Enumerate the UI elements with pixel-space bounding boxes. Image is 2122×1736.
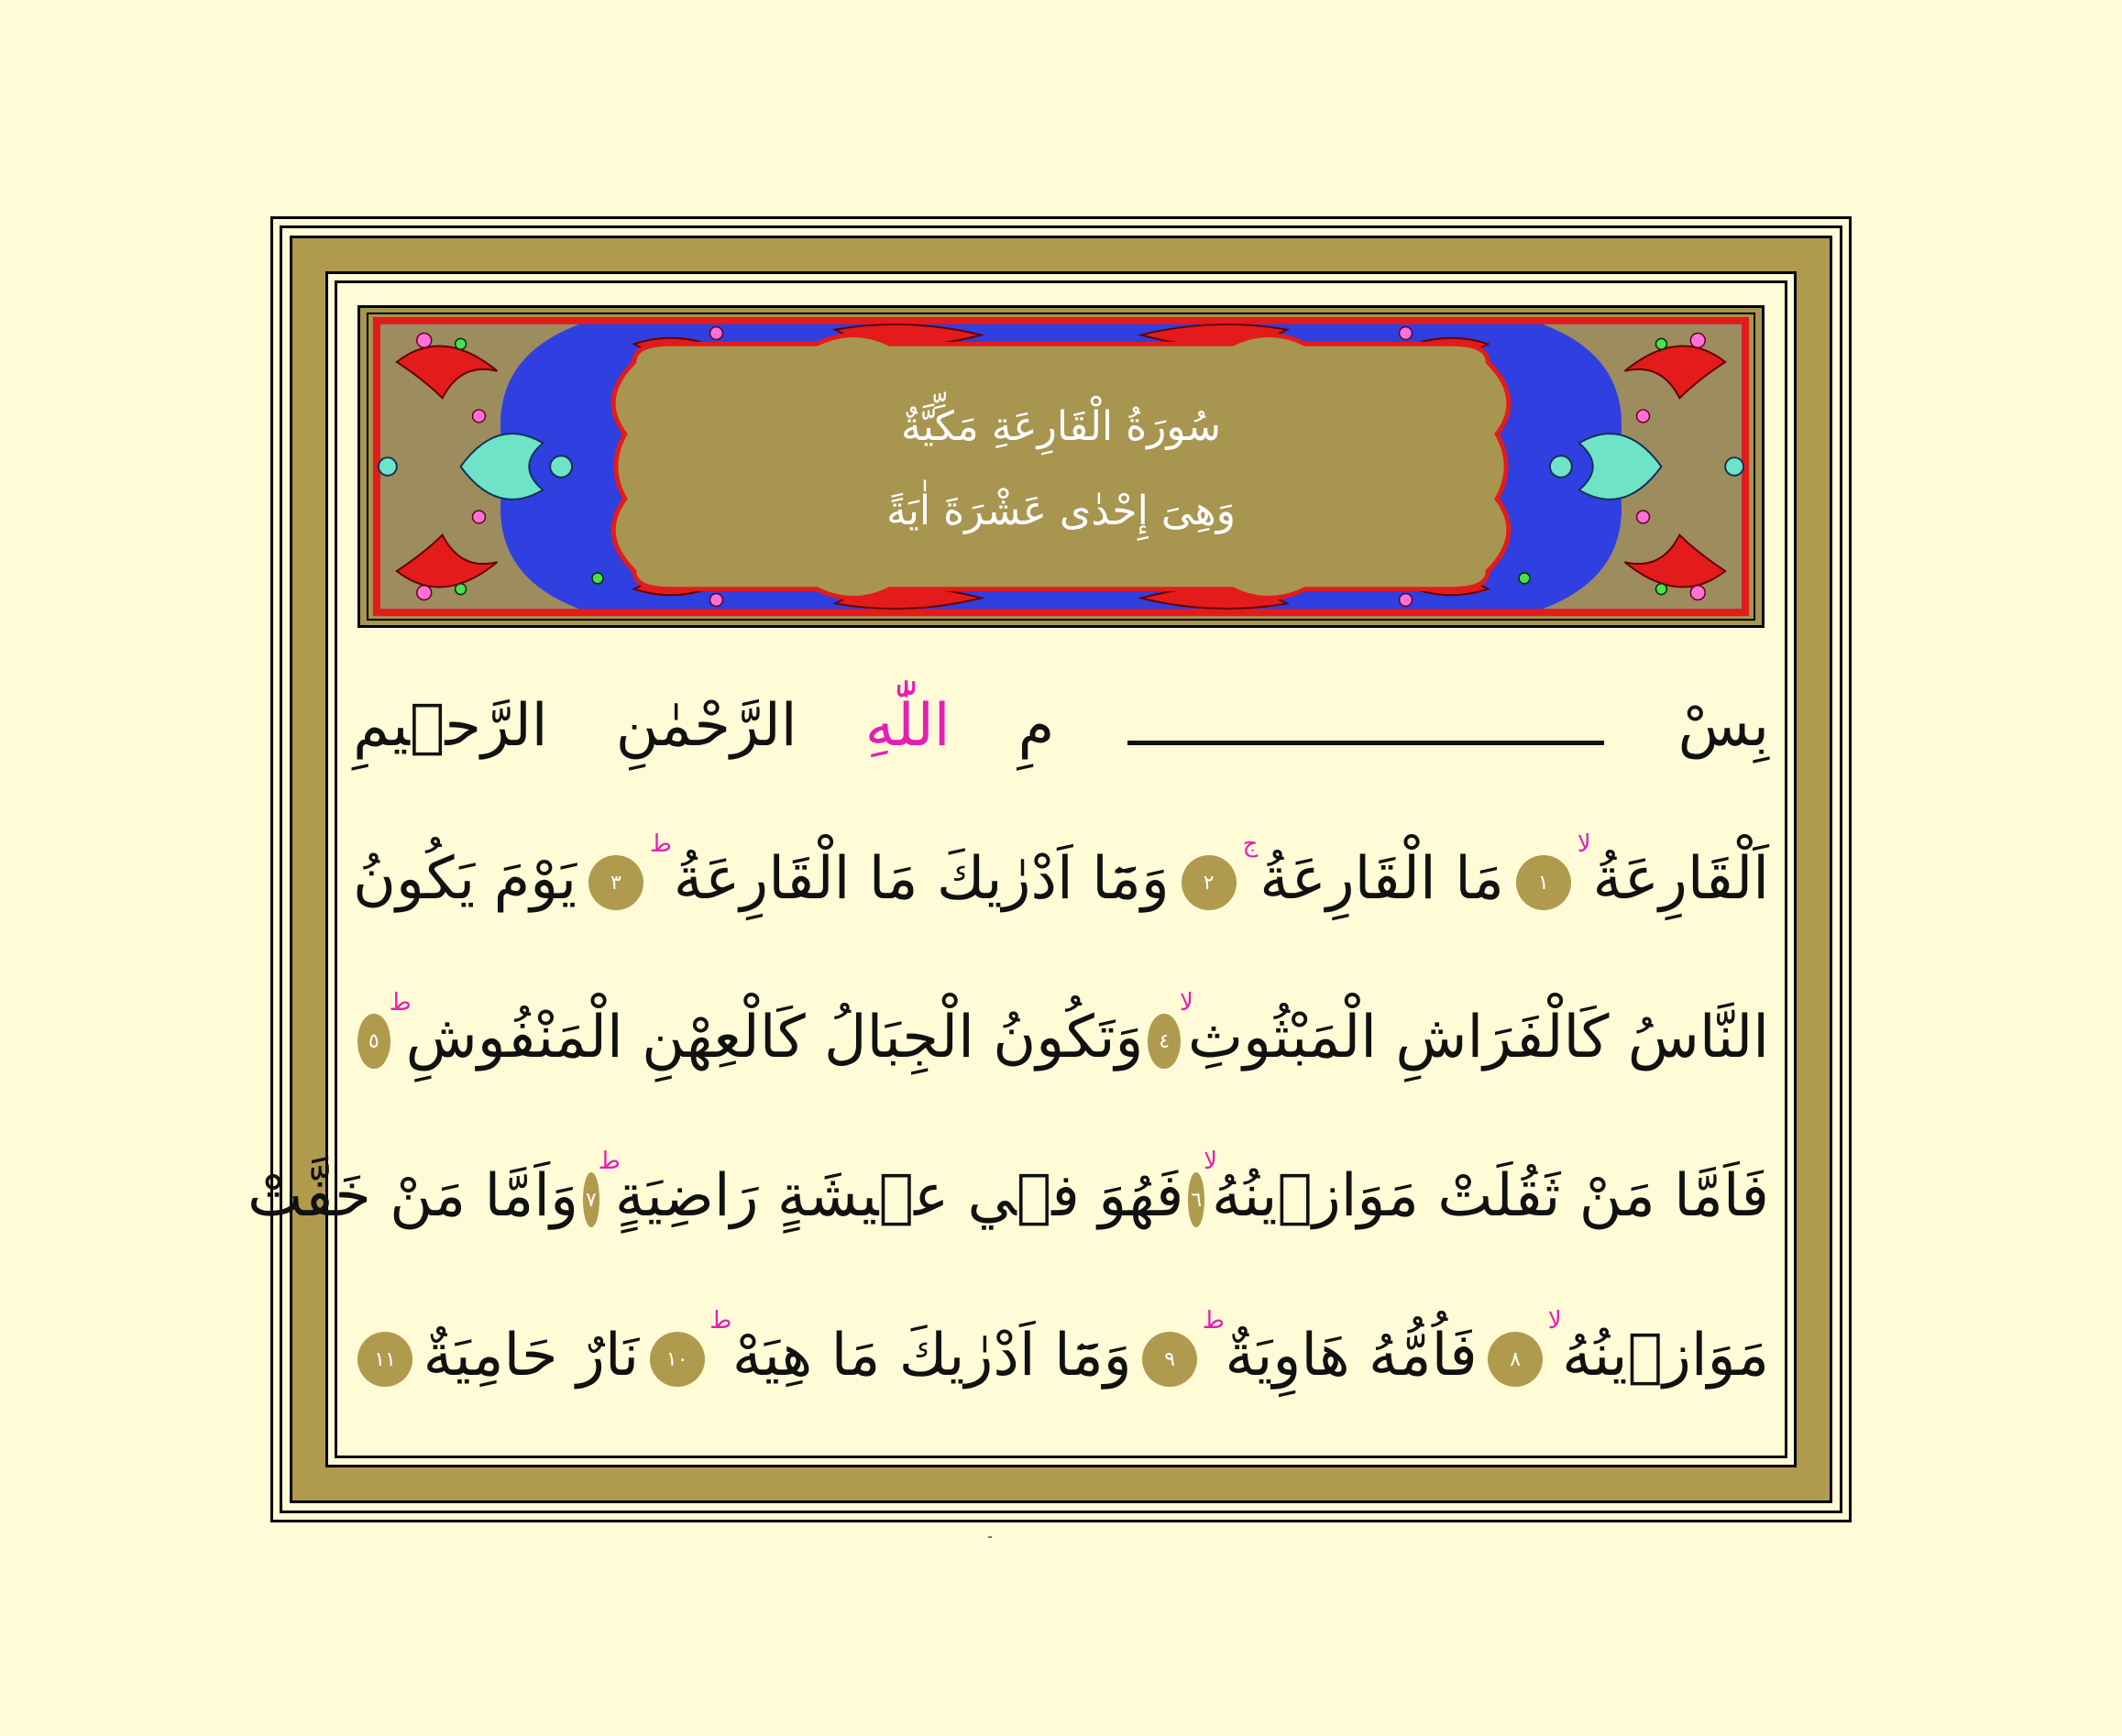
pause-mark: ط [649,830,672,858]
illumination-ornament [360,308,1762,625]
pause-mark: لا [1204,1148,1217,1175]
page-mark [988,1536,992,1538]
basmala-rahman: الرَّحْمٰنِ [615,692,797,760]
pause-mark: لا [1547,1307,1562,1335]
verse-line-1 [353,830,1769,913]
ayah-number-marker: ٢ [1184,858,1234,907]
basmala-mim: مِ [1017,692,1055,760]
ayah-number-marker: ٥ [360,1016,388,1066]
verse-line-4 [353,1307,1769,1390]
basmala-bism: بِسْ [1677,692,1769,760]
verse-text: مَوَاز۪ينُهُ [1562,1322,1769,1390]
verse-text: يَوْمَ يَكُونُ [353,845,577,913]
ayah-number-marker: ٤ [1150,1016,1178,1066]
ayah-number-marker: ٨ [1490,1335,1540,1384]
ayah-number-marker: ٦ [1191,1175,1202,1225]
ayah-number-marker: ٩ [1145,1335,1194,1384]
pause-mark: ط [389,989,412,1016]
surah-header-illumination [357,305,1765,628]
verse-text: فَهُوَ ف۪ي ع۪يشَةٍ رَاضِيَةٍ [614,1162,1184,1230]
ayah-count-line: وَهِىَ إِحْدٰى عَشْرَةَ اٰيَةً [886,488,1236,534]
pause-mark: ج [1242,830,1259,858]
basmala [353,692,1769,760]
pause-mark: ط [1202,1307,1225,1335]
ayah-number-marker: ١١ [360,1335,410,1384]
pause-mark: ط [709,1307,732,1335]
verse-text: النَّاسُ كَالْفَرَاشِ الْمَبْثُوثِ [1187,1004,1769,1071]
verse-text: وَتَكُونُ الْجِبَالُ كَالْعِهْنِ الْمَنْفُوشِ [405,1004,1144,1071]
verse-line-3 [247,1148,1769,1230]
verse-text: مَا الْقَارِعَةُ [1259,845,1504,913]
ayah-number-marker: ١ [1519,858,1568,907]
verse-text: اَلْقَارِعَةُ [1592,845,1769,913]
basmala-rahim: الرَّح۪يمِ [353,692,548,760]
pause-mark: لا [1577,830,1591,858]
ayah-number-marker: ٧ [586,1175,597,1225]
pause-mark: لا [1179,989,1193,1016]
verse-text: وَمَٓا اَدْرٰيكَ مَا هِيَهْ [731,1322,1132,1390]
basmala-allah: اللّٰهِ [864,692,951,760]
verse-text: فَاُمُّهُ هَاوِيَةٌ [1225,1322,1478,1390]
verse-text: فَاَمَّا مَنْ ثَقُلَتْ مَوَاز۪ينُهُ [1212,1162,1769,1230]
verse-text: نَارٌ حَامِيَةٌ [423,1322,640,1390]
surah-title: سُورَةُ الْقَارِعَةِ مَكِّيَّةٌ [901,403,1221,450]
verse-line-2 [353,989,1769,1071]
pause-mark: ط [598,1148,621,1175]
ayah-number-marker: ١٠ [653,1335,702,1384]
ayah-number-marker: ٣ [591,858,641,907]
basmala-kashida [1127,741,1604,745]
verse-text: وَمَٓا اَدْرٰيكَ مَا الْقَارِعَةُ [673,845,1170,913]
verse-text: وَاَمَّا مَنْ خَفَّتْ [247,1162,578,1230]
